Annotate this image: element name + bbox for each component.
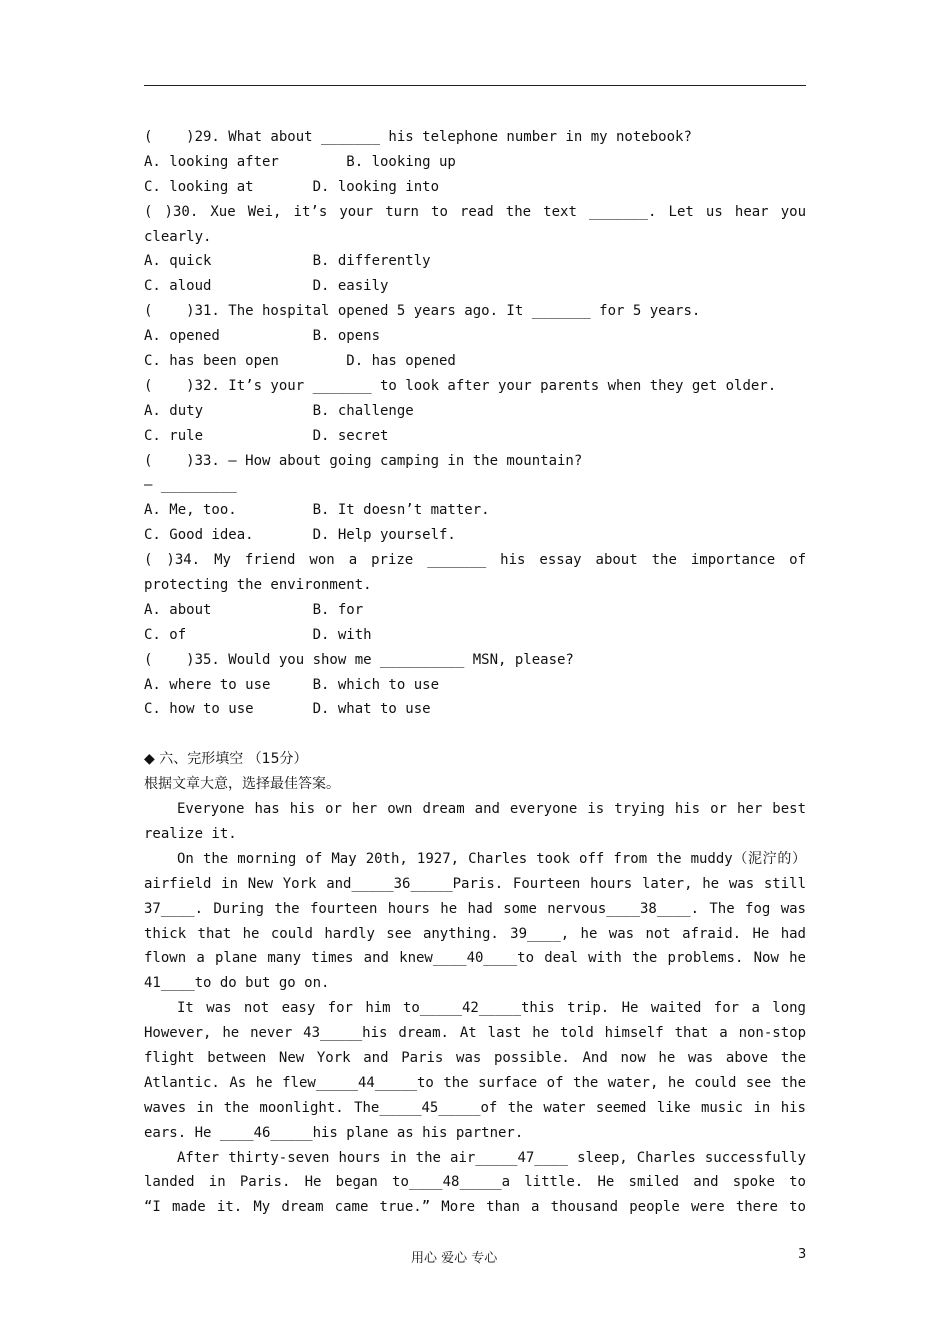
passage-line: ears. He ____46_____his plane as his partner. [144,1124,524,1141]
header-rule [144,85,806,86]
question-32-options-cd: C. rule D. secret [144,427,389,444]
question-33-options-ab: A. Me, too. B. It doesn’t matter. [144,502,490,519]
question-33-stem-cont: — _________ [144,477,237,494]
question-30-options-ab: A. quick B. differently [144,253,431,270]
question-30-options-cd: C. aloud D. easily [144,278,389,295]
question-30-stem-cont: clearly. [144,228,212,245]
cloze-passage [144,797,806,1220]
passage-line: flown a plane many times and knew____40____to deal with the problems. Now he [144,950,806,967]
passage-line: Everyone has his or her own dream and everyone is trying his or her best [177,801,806,818]
passage-line: Atlantic. As he flew_____44_____to the surface of the water, he could see the [144,1074,806,1091]
passage-line: realize it. [144,825,237,842]
question-33-stem: ( )33. — How about going camping in the mountain? [144,452,583,469]
question-34-options-cd: C. of D. with [144,626,372,643]
question-35-stem: ( )35. Would you show me __________ MSN, please? [144,651,574,668]
question-31-options-ab: A. opened B. opens [144,328,381,345]
question-34-stem-cont: protecting the environment. [144,577,372,594]
question-32-options-ab: A. duty B. challenge [144,402,414,419]
passage-line: After thirty-seven hours in the air_____47____ sleep, Charles successfully [177,1149,806,1166]
question-29-options-ab: A. looking after B. looking up [144,153,456,170]
question-35-options-cd: C. how to use D. what to use [144,701,431,718]
passage-line: flight between New York and Paris was possible. And now he was above the [144,1049,806,1066]
page-number: 3 [798,1247,807,1262]
passage-line: However, he never 43_____his dream. At last he told himself that a non-stop [144,1025,806,1042]
section-spacer [144,722,806,747]
question-30-stem: ( )30. Xue Wei, it’s your turn to read the text _______. Let us hear you [144,203,806,220]
question-32-stem: ( )32. It’s your _______ to look after your parents when they get older. [144,377,777,394]
question-29-options-cd: C. looking at D. looking into [144,178,440,195]
footer-motto: 用心 爱心 专心 [411,1251,498,1266]
question-34-stem: ( )34. My friend won a prize _______ his essay about the importance of [144,552,806,569]
section-heading: ◆ 六、完形填空 （15分） [144,751,308,768]
passage-line: waves in the moonlight. The_____45_____of the water seemed like music in his [144,1099,806,1116]
passage-line: 37____. During the fourteen hours he had some nervous____38____. The fog was [144,900,806,917]
passage-line: airfield in New York and_____36_____Paris. Fourteen hours later, he was still [144,875,806,892]
passage-line: thick that he could hardly see anything. 39____, he was not afraid. He had [144,925,806,942]
question-31-options-cd: C. has been open D. has opened [144,353,456,370]
section-instruction: 根据文章大意，选择最佳答案。 [144,776,340,793]
question-35-options-ab: A. where to use B. which to use [144,676,440,693]
passage-line: On the morning of May 20th, 1927, Charles took off from the muddy（泥泞的） [177,850,806,867]
question-31-stem: ( )31. The hospital opened 5 years ago. It _______ for 5 years. [144,303,701,320]
question-34-options-ab: A. about B. for [144,601,364,618]
question-33-options-cd: C. Good idea. D. Help yourself. [144,527,456,544]
passage-line: 41____to do but go on. [144,975,330,992]
passage-line: “I made it. My dream came true.” More than a thousand people were there to [144,1199,806,1216]
passage-line: landed in Paris. He began to____48_____a little. He smiled and spoke to [144,1174,806,1191]
question-29-stem: ( )29. What about _______ his telephone number in my notebook? [144,129,692,145]
passage-line: It was not easy for him to_____42_____this trip. He waited for a long [177,1000,806,1017]
page-content [144,125,806,1220]
page-footer [0,1247,950,1267]
